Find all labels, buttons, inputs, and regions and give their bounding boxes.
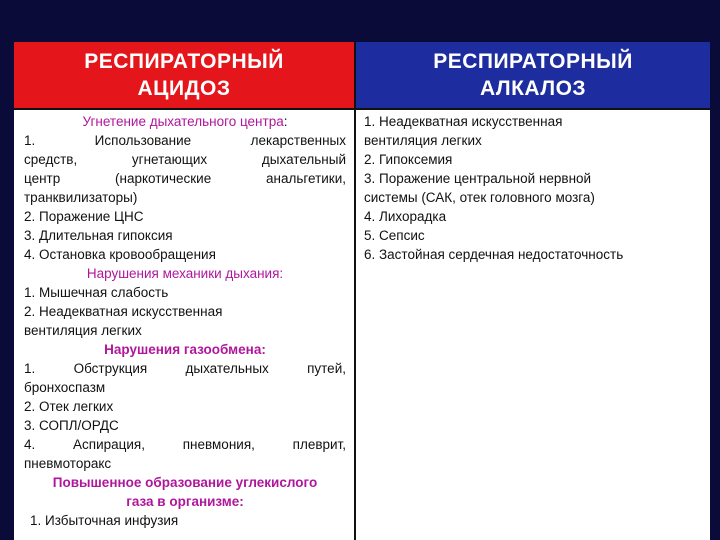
list-item: 5. Сепсис [364, 228, 425, 243]
list-item: 1. Неадекватная искусственная [364, 114, 563, 129]
section-co2-production-line1: Повышенное образование углекислого [52, 475, 318, 490]
alkalosis-title-line1: РЕСПИРАТОРНЫЙ [433, 50, 633, 73]
section-title: Угнетение дыхательного центра [82, 114, 284, 129]
list-item: 1. Мышечная слабость [24, 285, 169, 300]
list-item: транквилизаторы) [24, 190, 138, 205]
alkalosis-header [354, 42, 710, 110]
list-item: бронхоспазм [24, 380, 106, 395]
section-colon: : [283, 114, 288, 129]
list-item: 4. Лихорадка [364, 209, 447, 224]
list-item: средств, угнетающих дыхательный [24, 152, 346, 167]
section-respiratory-center-depression [24, 112, 346, 131]
list-item: системы (САК, отек головного мозга) [364, 190, 595, 205]
list-item: 4. Аспирация, пневмония, плеврит, [24, 437, 346, 452]
acidosis-title-line1: РЕСПИРАТОРНЫЙ [84, 50, 284, 73]
list-item: 4. Остановка кровообращения [24, 247, 216, 262]
list-item: вентиляция легких [24, 323, 142, 338]
acidosis-title-line2: АЦИДОЗ [137, 77, 231, 100]
list-item: центр (наркотические анальгетики, [24, 171, 346, 186]
list-item: вентиляция легких [364, 133, 482, 148]
comparison-table [14, 42, 710, 540]
list-item: 3. СОПЛ/ОРДС [24, 418, 119, 433]
list-item: 3. Длительная гипоксия [24, 228, 173, 243]
list-item: 2. Неадекватная искусственная [24, 304, 223, 319]
acidosis-causes [14, 110, 354, 540]
list-item: 1. Обструкция дыхательных путей, [24, 361, 346, 376]
list-item: пневмоторакс [24, 456, 112, 471]
list-item: 3. Поражение центральной нервной [364, 171, 592, 186]
alkalosis-causes [354, 110, 710, 540]
list-item: 6. Застойная сердечная недостаточность [364, 247, 624, 262]
list-item: 2. Поражение ЦНС [24, 209, 144, 224]
section-gas-exchange: Нарушения газообмена: [104, 342, 266, 357]
section-co2-production-line2: газа в организме: [126, 494, 244, 509]
list-item: 1. Избыточная инфузия [30, 513, 179, 528]
section-breathing-mechanics: Нарушения механики дыхания: [86, 266, 284, 281]
list-item: 2. Отек легких [24, 399, 114, 414]
list-item: 1. Использование лекарственных [24, 133, 346, 148]
list-item: 2. Гипоксемия [364, 152, 453, 167]
acidosis-header [14, 42, 354, 110]
alkalosis-title-line2: АЛКАЛОЗ [479, 77, 587, 100]
